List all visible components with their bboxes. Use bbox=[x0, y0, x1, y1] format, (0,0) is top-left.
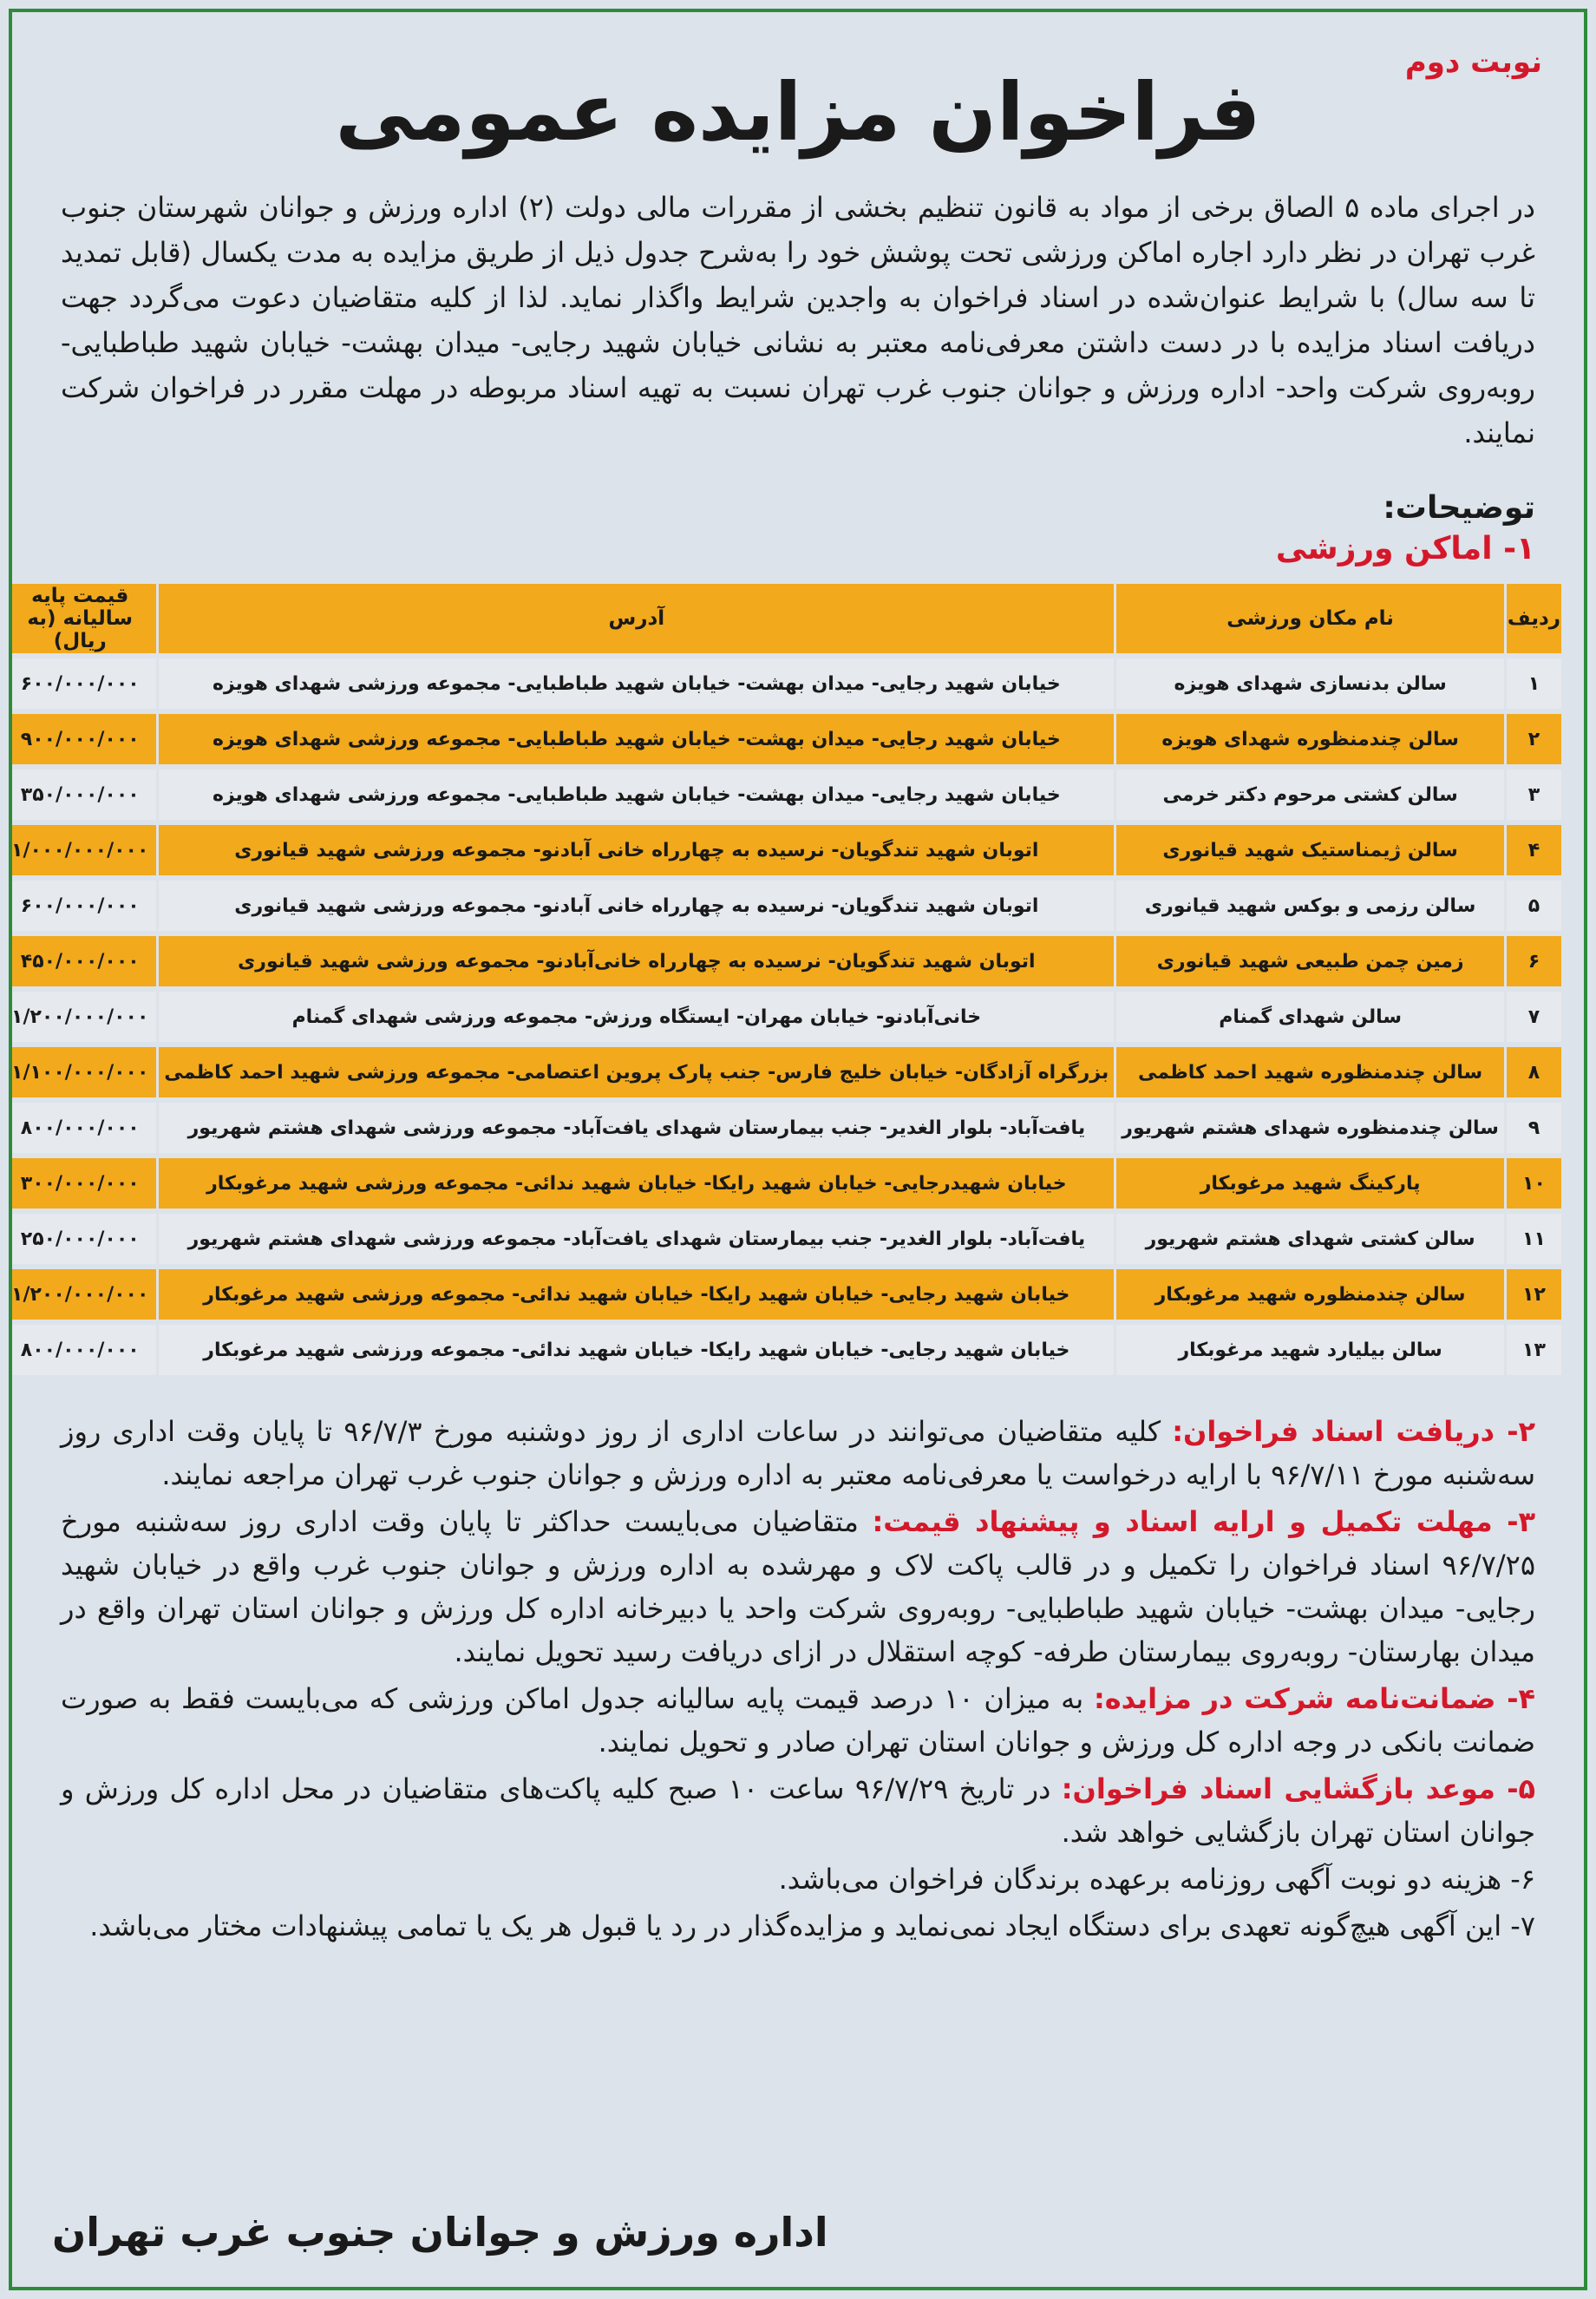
page-title: فراخوان مزایده عمومی bbox=[335, 66, 1261, 159]
round-label: نوبت دوم bbox=[1404, 45, 1542, 80]
notes-heading: توضیحات: bbox=[1383, 490, 1535, 526]
table-row bbox=[6, 658, 1561, 709]
venue-address: خانی‌آبادنو- خیابان مهران- ایستگاه ورزش- مجموعه ورزشی شهدای گمنام bbox=[156, 992, 1114, 1042]
venue-name: سالن چندمنظوره شهدای هویزه bbox=[1114, 714, 1504, 764]
note-item bbox=[61, 1410, 1535, 1497]
intro-paragraph: در اجرای ماده ۵ الصاق برخی از مواد به قانون تنظیم بخشی از مقررات مالی دولت (۲) اداره ورزش و جوانان شهرستان جنوب غرب تهران در نظر دارد اجاره اماکن ورزشی تحت پوشش خود را به‌شرح جدول ذیل از طریق مزایده به مدت یکسال (قابل تمدید تا سه سال) با شرایط عنوان‌شده در اسناد فراخوان به واجدین شرایط واگذار نماید. لذا از کلیه متقاضیان دعوت می‌گردد جهت دریافت اسناد مزایده با در دست داشتن معرفی‌نامه معتبر به نشانی خیابان شهید رجایی- میدان بهشت- خیابان شهید طباطبایی- روبه‌روی شرکت واحد- اداره ورزش و جوانان جنوب غرب تهران نسبت به تهیه اسناد مربوطه در مهلت مقرر در فراخوان شرکت نمایند. bbox=[61, 191, 1536, 449]
venue-address: اتوبان شهید تندگویان- نرسیده به چهارراه خانی‌آبادنو- مجموعه ورزشی شهید قیانوری bbox=[156, 936, 1114, 986]
venue-name: سالن بدنسازی شهدای هویزه bbox=[1114, 658, 1504, 709]
row-number: ۱۰ bbox=[1504, 1158, 1561, 1208]
venue-name: پارکینگ شهید مرغوبکار bbox=[1114, 1158, 1504, 1208]
row-number: ۸ bbox=[1504, 1047, 1561, 1097]
venue-address: یافت‌آباد- بلوار الغدیر- جنب بیمارستان شهدای یافت‌آباد- مجموعه ورزشی شهدای هشتم شهریور bbox=[156, 1214, 1114, 1264]
venue-address: یافت‌آباد- بلوار الغدیر- جنب بیمارستان شهدای یافت‌آباد- مجموعه ورزشی شهدای هشتم شهریور bbox=[156, 1103, 1114, 1153]
table-row bbox=[6, 1158, 1561, 1208]
venue-address: اتوبان شهید تندگویان- نرسیده به چهارراه خانی آبادنو- مجموعه ورزشی شهید قیانوری bbox=[156, 881, 1114, 931]
note-text: کلیه متقاضیان می‌توانند در ساعات اداری از روز دوشنبه مورخ ۹۶/۷/۳ تا پایان وقت اداری روز سه‌شنبه مورخ ۹۶/۷/۱۱ با ارایه درخواست یا معرفی‌نامه معتبر به اداره ورزش و جوانان جنوب غرب تهران مراجعه نمایند. bbox=[61, 1415, 1535, 1491]
venue-name: سالن چندمنظوره شهید احمد کاظمی bbox=[1114, 1047, 1504, 1097]
note-label: ۴- ضمانت‌نامه شرکت در مزایده: bbox=[1093, 1682, 1535, 1715]
venue-name: سالن رزمی و بوکس شهید قیانوری bbox=[1114, 881, 1504, 931]
venue-price: ۶۰۰/۰۰۰/۰۰۰ bbox=[6, 658, 156, 709]
venue-address: خیابان شهید رجایی- خیابان شهید رایکا- خیابان شهید ندائی- مجموعه ورزشی شهید مرغوبکار bbox=[156, 1325, 1114, 1375]
note-label: ۵- موعد بازگشایی اسناد فراخوان: bbox=[1061, 1772, 1536, 1805]
venue-price: ۸۰۰/۰۰۰/۰۰۰ bbox=[6, 1103, 156, 1153]
note-text: به میزان ۱۰ درصد قیمت پایه سالیانه جدول اماکن ورزشی که می‌بایست فقط به صورت ضمانت بانکی در وجه اداره کل ورزش و جوانان استان تهران صادر و تحویل نمایند. bbox=[61, 1682, 1535, 1759]
venue-address: بزرگراه آزادگان- خیابان خلیج فارس- جنب پارک پروین اعتصامی- مجموعه ورزشی شهید احمد کاظمی bbox=[156, 1047, 1114, 1097]
note-text: متقاضیان می‌بایست حداکثر تا پایان وقت اداری روز سه‌شنبه مورخ ۹۶/۷/۲۵ اسناد فراخوان را تکمیل و در قالب پاکت لاک و مهرشده به اداره ورزش و جوانان جنوب غرب واقع در خیابان شهید رجایی- میدان بهشت- خیابان شهید طباطبایی- روبه‌روی شرکت واحد یا دبیرخانه اداره کل ورزش و جوانان استان تهران واقع در میدان بهارستان- روبه‌روی بیمارستان طرفه- کوچه استقلال در ازای دریافت رسید تحویل نمایند. bbox=[61, 1505, 1535, 1668]
venue-price: ۹۰۰/۰۰۰/۰۰۰ bbox=[6, 714, 156, 764]
note-text: ۷- این آگهی هیچ‌گونه تعهدی برای دستگاه ایجاد نمی‌نماید و مزایده‌گذار در رد یا قبول هر یک یا تمامی پیشنهادات مختار می‌باشد. bbox=[89, 1909, 1535, 1942]
venue-address: خیابان شهید رجایی- میدان بهشت- خیابان شهید طباطبایی- مجموعه ورزشی شهدای هویزه bbox=[156, 658, 1114, 709]
note-label: ۲- دریافت اسناد فراخوان: bbox=[1172, 1415, 1536, 1448]
note-item bbox=[61, 1767, 1535, 1854]
row-number: ۷ bbox=[1504, 992, 1561, 1042]
venue-price: ۳۵۰/۰۰۰/۰۰۰ bbox=[6, 770, 156, 820]
venue-address: خیابان شهیدرجایی- خیابان شهید رایکا- خیابان شهید ندائی- مجموعه ورزشی شهید مرغوبکار bbox=[156, 1158, 1114, 1208]
venue-name: سالن چندمنظوره شهید مرغوبکار bbox=[1114, 1269, 1504, 1320]
row-number: ۱۲ bbox=[1504, 1269, 1561, 1320]
venue-address: اتوبان شهید تندگویان- نرسیده به چهارراه خانی آبادنو- مجموعه ورزشی شهید قیانوری bbox=[156, 825, 1114, 875]
row-number: ۱۱ bbox=[1504, 1214, 1561, 1264]
table-row bbox=[6, 714, 1561, 764]
notes-list bbox=[61, 1410, 1535, 1948]
table-row bbox=[6, 825, 1561, 875]
row-number: ۳ bbox=[1504, 770, 1561, 820]
table-row bbox=[6, 1103, 1561, 1153]
venue-name: سالن کشتی مرحوم دکتر خرمی bbox=[1114, 770, 1504, 820]
venue-price: ۴۵۰/۰۰۰/۰۰۰ bbox=[6, 936, 156, 986]
venue-price: ۶۰۰/۰۰۰/۰۰۰ bbox=[6, 881, 156, 931]
venue-name: سالن چندمنظوره شهدای هشتم شهریور bbox=[1114, 1103, 1504, 1153]
venue-price: ۲۵۰/۰۰۰/۰۰۰ bbox=[6, 1214, 156, 1264]
section-heading: ۱- اماکن ورزشی bbox=[1275, 531, 1535, 567]
row-number: ۹ bbox=[1504, 1103, 1561, 1153]
note-text: در تاریخ ۹۶/۷/۲۹ ساعت ۱۰ صبح کلیه پاکت‌های متقاضیان در محل اداره کل ورزش و جوانان استان تهران بازگشایی خواهد شد. bbox=[61, 1772, 1535, 1849]
table-row bbox=[6, 992, 1561, 1042]
row-number: ۴ bbox=[1504, 825, 1561, 875]
row-number: ۱۳ bbox=[1504, 1325, 1561, 1375]
venue-price: ۸۰۰/۰۰۰/۰۰۰ bbox=[6, 1325, 156, 1375]
note-item bbox=[61, 1904, 1535, 1948]
venue-price: ۱/۱۰۰/۰۰۰/۰۰۰ bbox=[6, 1047, 156, 1097]
table-row bbox=[6, 1047, 1561, 1097]
row-number: ۵ bbox=[1504, 881, 1561, 931]
header-address: آدرس bbox=[156, 584, 1114, 653]
note-item bbox=[61, 1677, 1535, 1764]
venue-address: خیابان شهید رجایی- میدان بهشت- خیابان شهید طباطبایی- مجموعه ورزشی شهدای هویزه bbox=[156, 714, 1114, 764]
row-number: ۶ bbox=[1504, 936, 1561, 986]
note-item bbox=[61, 1500, 1535, 1673]
venue-name: سالن کشتی شهدای هشتم شهریور bbox=[1114, 1214, 1504, 1264]
header-venue-name: نام مکان ورزشی bbox=[1114, 584, 1504, 653]
venue-name: زمین چمن طبیعی شهید قیانوری bbox=[1114, 936, 1504, 986]
table-row bbox=[6, 770, 1561, 820]
footer-signature: اداره ورزش و جوانان جنوب غرب تهران bbox=[52, 2209, 828, 2256]
venue-price: ۱/۲۰۰/۰۰۰/۰۰۰ bbox=[6, 1269, 156, 1320]
header-row-number: ردیف bbox=[1504, 584, 1561, 653]
venue-name: سالن شهدای گمنام bbox=[1114, 992, 1504, 1042]
table-row bbox=[6, 881, 1561, 931]
venue-name: سالن بیلیارد شهید مرغوبکار bbox=[1114, 1325, 1504, 1375]
row-number: ۲ bbox=[1504, 714, 1561, 764]
table-row bbox=[6, 1269, 1561, 1320]
venue-price: ۱/۰۰۰/۰۰۰/۰۰۰ bbox=[6, 825, 156, 875]
venue-address: خیابان شهید رجایی- میدان بهشت- خیابان شهید طباطبایی- مجموعه ورزشی شهدای هویزه bbox=[156, 770, 1114, 820]
venue-price: ۱/۲۰۰/۰۰۰/۰۰۰ bbox=[6, 992, 156, 1042]
venue-address: خیابان شهید رجایی- خیابان شهید رایکا- خیابان شهید ندائی- مجموعه ورزشی شهید مرغوبکار bbox=[156, 1269, 1114, 1320]
note-label: ۳- مهلت تکمیل و ارایه اسناد و پیشنهاد قیمت: bbox=[872, 1505, 1536, 1538]
note-item bbox=[61, 1857, 1535, 1901]
header-price: قیمت پایه سالیانه (به ریال) bbox=[6, 584, 156, 653]
row-number: ۱ bbox=[1504, 658, 1561, 709]
venues-table bbox=[6, 579, 1561, 1380]
table-row bbox=[6, 1325, 1561, 1375]
venue-name: سالن ژیمناستیک شهید قیانوری bbox=[1114, 825, 1504, 875]
table-row bbox=[6, 1214, 1561, 1264]
table-header-row bbox=[6, 584, 1561, 653]
note-text: ۶- هزینه دو نوبت آگهی روزنامه برعهده برندگان فراخوان می‌باشد. bbox=[778, 1863, 1535, 1896]
table-row bbox=[6, 936, 1561, 986]
venue-price: ۳۰۰/۰۰۰/۰۰۰ bbox=[6, 1158, 156, 1208]
